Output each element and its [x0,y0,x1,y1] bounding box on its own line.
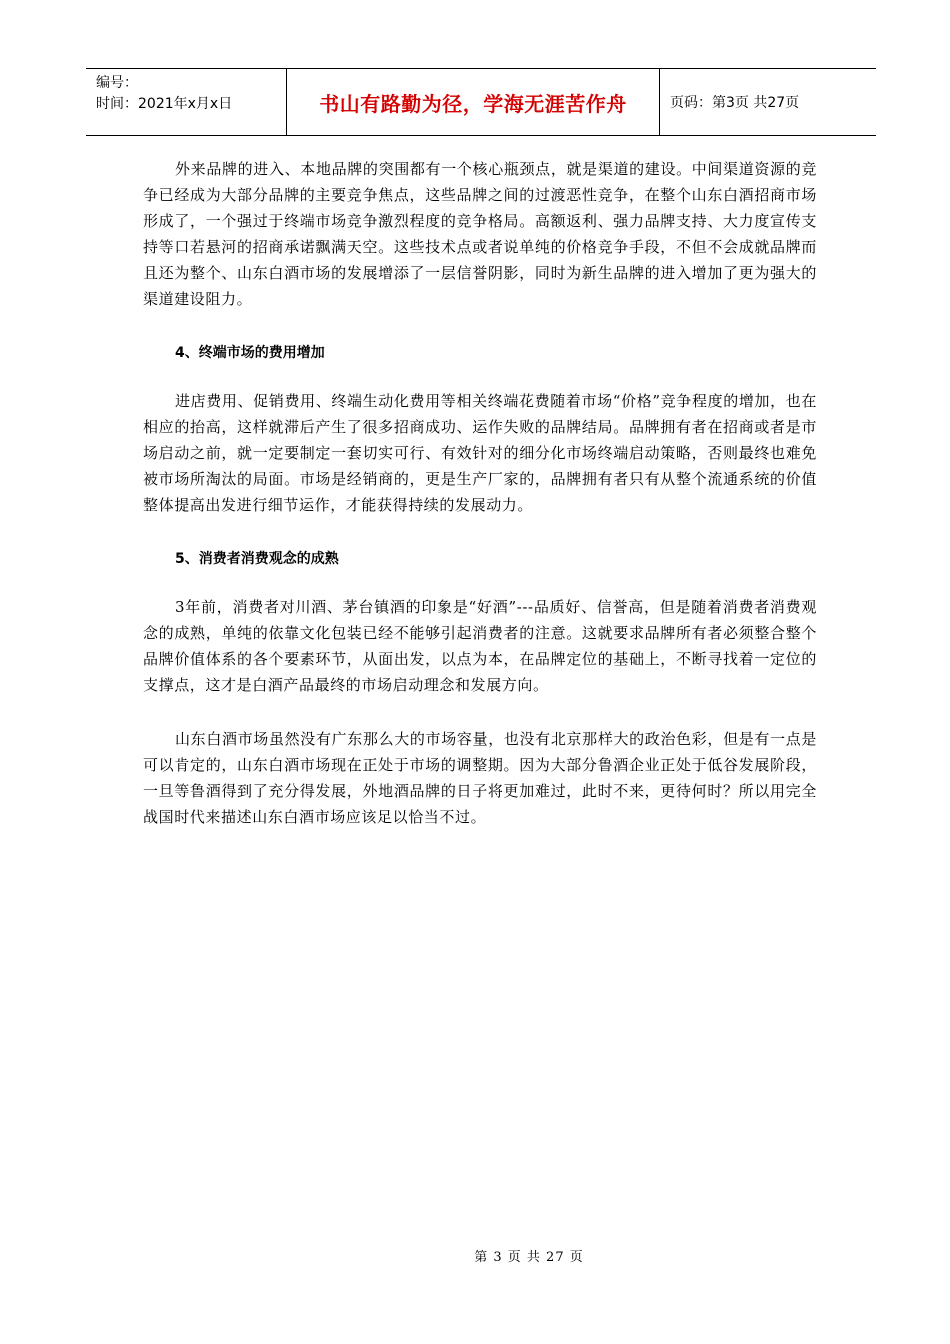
document-header [86,68,876,136]
paragraph-consumer-maturity: 3年前，消费者对川酒、茅台镇酒的印象是“好酒”---品质好、信誉高，但是随着消费者消费观念的成熟，单纯的依靠文化包装已经不能够引起消费者的注意。这就要求品牌所有者必须整合整个品牌价值体系的各个要素环节，从面出发，以点为本，在品牌定位的基础上，不断寻找着一定位的支撑点，这才是白酒产品最终的市场启动理念和发展方向。 [143,598,817,694]
header-meta [96,73,232,115]
header-divider-right [659,69,660,135]
document-number-label: 编号： [96,75,138,91]
document-time-label: 时间：2021年x月x日 [96,96,233,112]
document-body [143,156,817,830]
section-heading-consumer-maturity: 5、消费者消费观念的成熟 [175,551,339,567]
footer-page-number: 第 3 页 共 27 页 [474,1250,584,1265]
header-motto: 书山有路勤为径，学海无涯苦作舟 [319,91,627,116]
section-heading-terminal-costs: 4、终端市场的费用增加 [175,345,325,361]
paragraph-channel-competition: 外来品牌的进入、本地品牌的突围都有一个核心瓶颈点，就是渠道的建设。中间渠道资源的竞争已经成为大部分品牌的主要竞争焦点，这些品牌之间的过渡恶性竞争，在整个山东白酒招商市场形成了，一个强过于终端市场竞争激烈程度的竞争格局。高额返利、强力品牌支持、大力度宣传支持等口若悬河的招商承诺飘满天空。这些技术点或者说单纯的价格竞争手段，不但不会成就品牌而且还为整个、山东白酒市场的发展增添了一层信誉阴影，同时为新生品牌的进入增加了更为强大的渠道建设阻力。 [143,160,817,308]
paragraph-terminal-costs: 进店费用、促销费用、终端生动化费用等相关终端花费随着市场“价格”竞争程度的增加，也在相应的抬高，这样就滞后产生了很多招商成功、运作失败的品牌结局。品牌拥有者在招商或者是市场启动之前，就一定要制定一套切实可行、有效针对的细分化市场终端启动策略，否则最终也难免被市场所淘汰的局面。市场是经销商的，更是生产厂家的，品牌拥有者只有从整个流通系统的价值整体提高出发进行细节运作，才能获得持续的发展动力。 [143,392,817,514]
header-page-number: 页码：第3页 共27页 [670,95,800,111]
paragraph-shandong-market: 山东白酒市场虽然没有广东那么大的市场容量，也没有北京那样大的政治色彩，但是有一点是可以肯定的，山东白酒市场现在正处于市场的调整期。因为大部分鲁酒企业正处于低谷发展阶段，一旦等鲁酒得到了充分得发展，外地酒品牌的日子将更加难过，此时不来，更待何时？所以用完全战国时代来描述山东白酒市场应该足以恰当不过。 [143,730,817,826]
